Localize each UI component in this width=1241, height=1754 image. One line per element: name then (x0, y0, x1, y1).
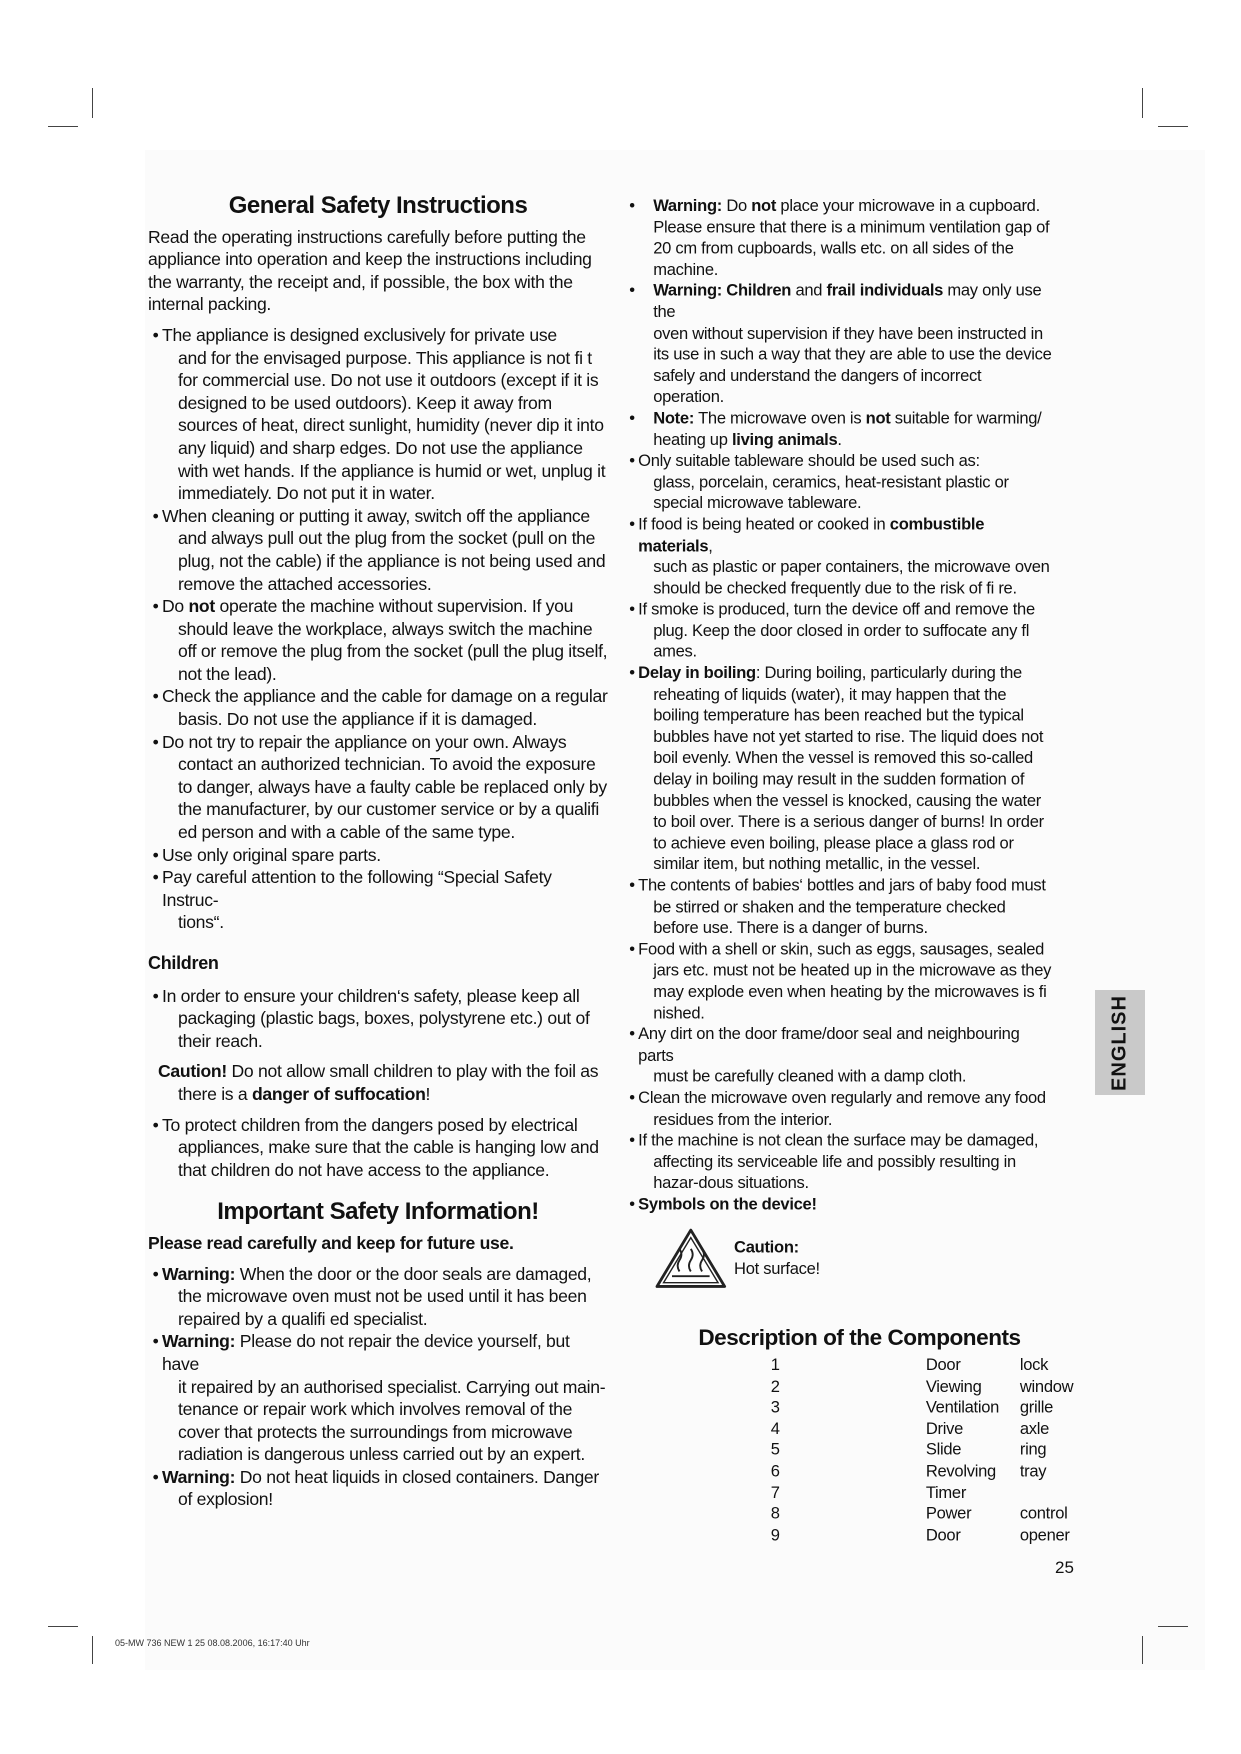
list-item: • If food is being heated or cooked in combustible materials, such as plastic or paper containers, the microwave oven should be checked frequently due to the risk of fi re. (625, 514, 1053, 599)
list-item: • When cleaning or putting it away, switch off the appliance and always pull out the plug from the socket (pull on the plug, not the cable) if the appliance is not being used and remove the attached accessories. (148, 505, 608, 595)
component-row: 8 Power control (770, 1503, 1068, 1523)
language-tab: ENGLISH (1095, 990, 1145, 1095)
list-item: • In order to ensure your children‘s safety, please keep all packaging (plastic bags, boxes, polystyrene etc.) out of their reach. (148, 985, 608, 1053)
list-item: • Delay in boiling: During boiling, particularly during the reheating of liquids (water), it may happen that the boiling temperature has been reached but the typical bubbles have not yet started to rise. The liquid does not boil evenly. When the vessel is removed this so-called delay in boiling may result in the sudden formation of bubbles when the vessel is knocked, causing the water to boil over. There is a serious danger of burns! In order to achieve even boiling, please place a glass rod or similar item, but nothing metallic, in the vessel. (625, 662, 1053, 874)
list-item: • Warning: When the door or the door seals are damaged, the microwave oven must not be used until it has been repaired by a qualifi ed specialist. (148, 1263, 608, 1331)
symbol-caution-text: Hot surface! (734, 1258, 820, 1278)
list-item: • Warning: Do not place your microwave in a cupboard. Please ensure that there is a minimum ventilation gap of 20 cm from cupboards, walls etc. on all sides of the machine. (625, 195, 1053, 280)
general-safety-title: General Safety Instructions (228, 192, 528, 219)
hot-surface-symbol (653, 1226, 1053, 1290)
component-row: 7 Timer (770, 1482, 967, 1502)
list-item: • The appliance is designed exclusively for private use and for the envisaged purpose. This appliance is not fi t for commercial use. Do not use it outdoors (except if it is designed to be used outdoors). Keep it away from sources of heat, direct sunlight, humidity (never dip it into any liquid) and sharp edges. Do not use the appliance with wet hands. If the appliance is humid or wet, unplug it immediately. Do not put it in water. (148, 324, 608, 505)
list-item: • Warning: Please do not repair the device yourself, but have it repaired by an authorised specialist. Carrying out main-tenance or repair work which involves removal of the cover that protects the surroundings from microwave radiation is dangerous unless carried out by an expert. (148, 1330, 608, 1466)
crop-mark (92, 1636, 93, 1664)
list-item: • Pay careful attention to the following “Special Safety Instruc- tions“. (148, 866, 608, 934)
list-item: • Clean the microwave oven regularly and remove any food residues from the interior. (625, 1087, 1053, 1129)
crop-mark (1158, 1626, 1188, 1627)
component-row: 5 Slide ring (770, 1440, 1047, 1459)
list-item: • Do not try to repair the appliance on your own. Always contact an authorized technician. To avoid the exposure to danger, always have a faulty cable be replaced only by the manufacturer, by our customer service or by a qualifi ed person and with a cable of the same type. (148, 731, 608, 844)
component-row: 2 Viewing window (770, 1376, 1074, 1396)
list-item: • The contents of babies‘ bottles and jars of baby food must be stirred or shaken and the temperature checked before use. There is a danger of burns. (625, 875, 1053, 939)
list-item: • Use only original spare parts. (148, 844, 608, 867)
list-item: • If the machine is not clean the surface may be damaged, affecting its serviceable life and possibly resulting in hazar-dous situations. (625, 1130, 1053, 1194)
list-item: • Check the appliance and the cable for damage on a regular basis. Do not use the appliance if it is damaged. (148, 685, 608, 730)
intro-paragraph: Read the operating instructions carefully before putting the appliance into operation and keep the instructions including the warranty, the receipt and, if possible, the box with the internal packing. (148, 226, 592, 315)
component-row: 3 Ventilation grille (770, 1397, 1054, 1417)
components-title: Description of the Components (698, 1324, 1021, 1350)
general-safety-list (148, 324, 608, 934)
symbol-caution-label: Caution: (734, 1237, 799, 1257)
list-item: • Note: The microwave oven is not suitable for warming/ heating up living animals. (625, 407, 1053, 449)
components-list (625, 1354, 1074, 1545)
children-list-2 (148, 1114, 608, 1182)
component-row: 1 Door lock (770, 1355, 1049, 1374)
children-list (148, 985, 608, 1053)
hot-surface-warning-icon (653, 1226, 728, 1290)
left-column (148, 192, 608, 1511)
right-column (625, 195, 1074, 1545)
children-heading: Children (148, 953, 219, 973)
list-item: • If smoke is produced, turn the device off and remove the plug. Keep the door closed in order to suffocate any fl ames. (625, 599, 1053, 663)
list-item: • Symbols on the device! (625, 1193, 1053, 1214)
right-safety-list (625, 195, 1053, 1215)
list-item: • Warning: Do not heat liquids in closed containers. Danger of explosion! (148, 1466, 608, 1511)
caution-note: Caution! Do not allow small children to play with the foil as there is a danger of suffocation! (158, 1061, 599, 1104)
list-item: • Food with a shell or skin, such as eggs, sausages, sealed jars etc. must not be heated up in the microwave as they may explode even when heating by the microwaves is fi nished. (625, 938, 1053, 1023)
component-row: 9 Door opener (770, 1525, 1070, 1544)
crop-mark (48, 1626, 78, 1627)
list-item: • Any dirt on the door frame/door seal and neighbouring parts must be carefully cleaned with a damp cloth. (625, 1023, 1053, 1087)
crop-mark (48, 126, 78, 127)
print-footer: 05-MW 736 NEW 1 25 08.08.2006, 16:17:40 Uhr (115, 1638, 310, 1648)
list-item: • To protect children from the dangers posed by electrical appliances, make sure that the cable is hanging low and that children do not have access to the appliance. (148, 1114, 608, 1182)
list-item: • Warning: Children and frail individuals may only use the oven without supervision if they have been instructed in its use in such a way that they are able to use the device safely and understand the dangers of incorrect operation. (625, 280, 1053, 407)
crop-mark (1142, 88, 1143, 118)
crop-mark (92, 88, 93, 118)
page-number: 25 (1055, 1558, 1074, 1577)
component-row: 4 Drive axle (770, 1418, 1050, 1438)
component-row: 6 Revolving tray (770, 1461, 1047, 1481)
crop-mark (1158, 126, 1188, 127)
warnings-list (148, 1263, 608, 1512)
list-item: • Do not operate the machine without supervision. If you should leave the workplace, always switch the machine off or remove the plug from the socket (pull the plug itself, not the lead). (148, 595, 608, 685)
crop-mark (1142, 1636, 1143, 1664)
important-safety-title: Important Safety Information! (217, 1198, 539, 1226)
important-subtitle: Please read carefully and keep for future use. (148, 1232, 514, 1253)
list-item: • Only suitable tableware should be used such as: glass, porcelain, ceramics, heat-resistant plastic or special microwave tableware. (625, 450, 1053, 514)
